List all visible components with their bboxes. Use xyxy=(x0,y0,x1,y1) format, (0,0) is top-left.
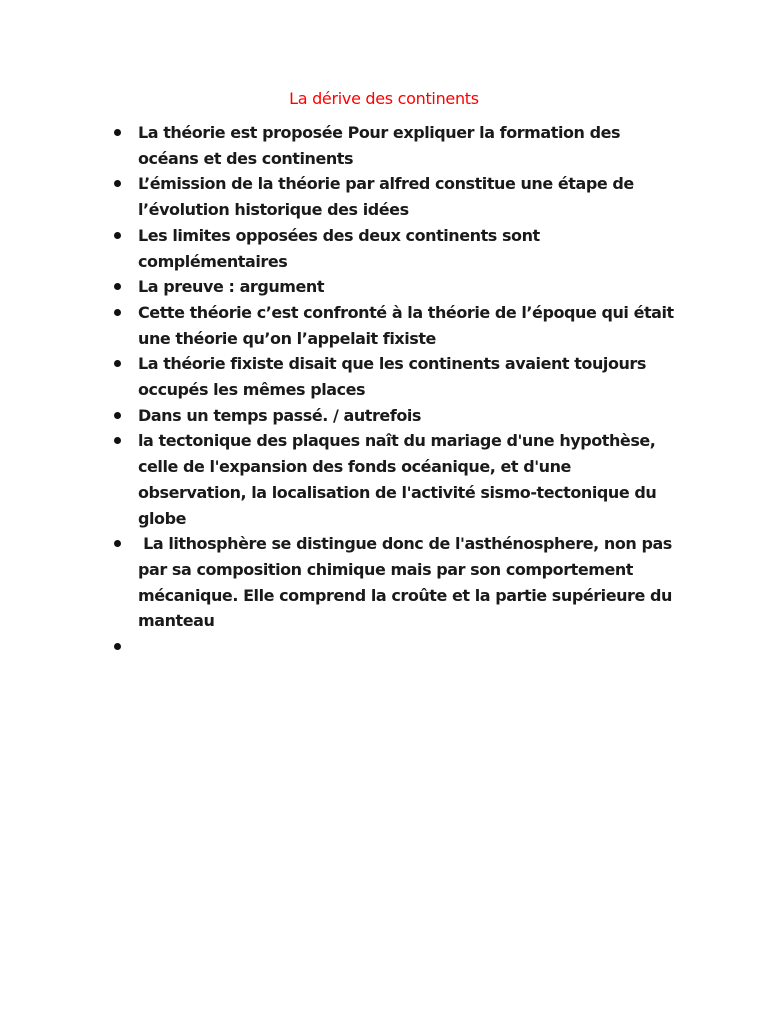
list-item-text: L’émission de la théorie par alfred constitue une étape de l’évolution historique des idées xyxy=(138,174,634,220)
bullet-icon xyxy=(114,540,121,547)
list-item xyxy=(112,403,682,429)
list-item xyxy=(112,274,682,300)
list-item-text: La théorie est proposée Pour expliquer la formation des océans et des continents xyxy=(138,123,621,168)
bullet-list xyxy=(112,120,682,660)
list-item-text: La théorie fixiste disait que les continents avaient toujours occupés les mêmes places xyxy=(138,354,646,400)
list-item-text: Les limites opposées des deux continents sont complémentaires xyxy=(138,225,540,271)
bullet-icon xyxy=(114,360,121,367)
document-title: La dérive des continents xyxy=(289,89,479,108)
bullet-icon xyxy=(114,309,121,316)
list-item-text: Dans un temps passé. / autrefois xyxy=(138,405,421,425)
list-item-text: la tectonique des plaques naît du mariage d'une hypothèse, celle de l'expansion des fonds océanique, et d'une observation, la localisation de l'activité sismo-tectonique du globe xyxy=(138,431,657,528)
list-item xyxy=(112,351,682,402)
list-item-text: La preuve : argument xyxy=(138,277,325,297)
list-item-text: La lithosphère se distingue donc de l'asthénosphere, non pas par sa composition chimique mais par son comportement mécanique. Elle comprend la croûte et la partie supérieure du manteau xyxy=(138,534,678,631)
bullet-icon xyxy=(114,643,121,650)
list-item xyxy=(112,171,682,222)
bullet-icon xyxy=(114,412,121,419)
list-item-empty xyxy=(112,634,682,660)
list-item xyxy=(112,531,682,634)
bullet-icon xyxy=(114,283,121,290)
bullet-icon xyxy=(114,129,121,136)
list-item xyxy=(112,428,682,531)
list-item-text: Cette théorie c’est confronté à la théorie de l’époque qui était une théorie qu’on l’appelait fixiste xyxy=(138,302,674,348)
bullet-icon xyxy=(114,232,121,239)
list-item xyxy=(112,300,682,351)
bullet-icon xyxy=(114,437,121,444)
list-item xyxy=(112,223,682,274)
bullet-icon xyxy=(114,180,121,187)
list-item xyxy=(112,120,682,171)
